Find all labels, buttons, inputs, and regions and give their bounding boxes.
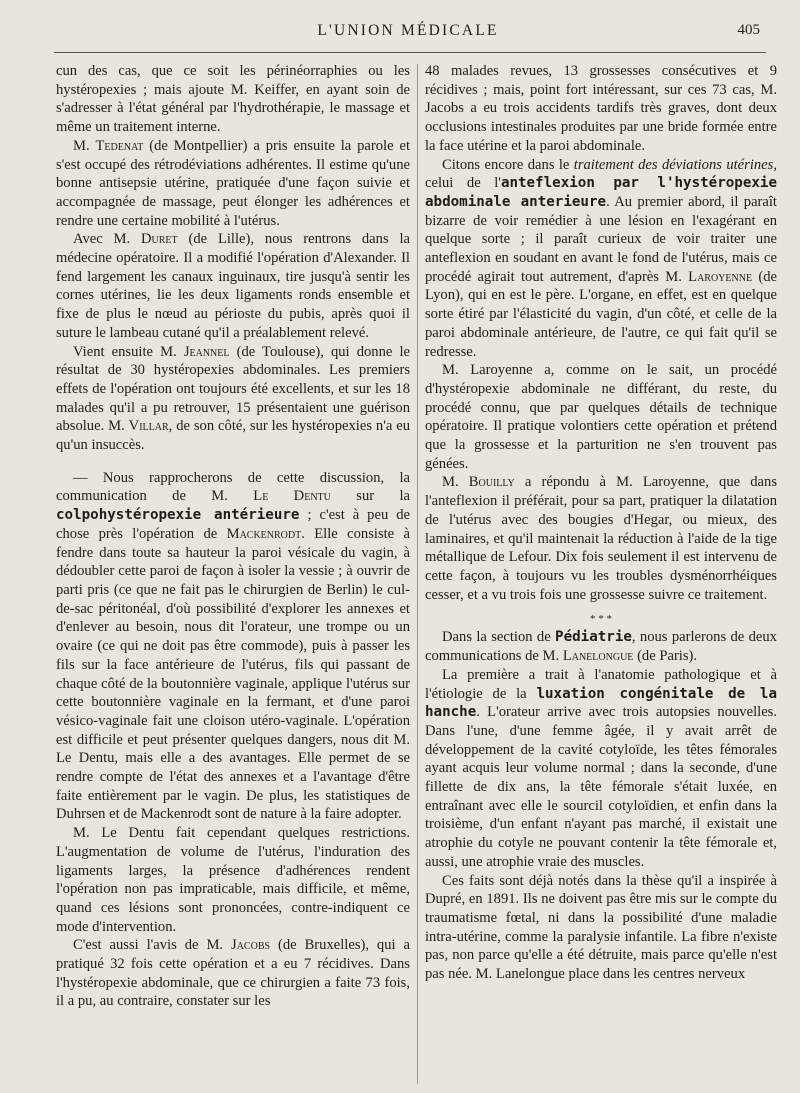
author-name: Duret: [141, 231, 178, 248]
paragraph: M. Tedenat (de Montpellier) a pris ensuite la parole et s'est occupé des rétrodéviations adhérentes. Il estime qu'une bonne antisepsie utérine, pratiquée d'une façon suivie et accompagnée de massage, peut élonger les adhérences et rendre une certaine mobilité à l'utérus.: [56, 137, 410, 229]
author-name: Villar: [128, 418, 169, 435]
paragraph: Avec M. Duret (de Lille), nous rentrons dans la médecine opératoire. Il a modifié l'opération d'Alexander. Il fend largement les canaux inguinaux, tire jusqu'à sentir les cornes utérines, lie les deux ligaments ronds ensemble et fixe de plus le nœud au périoste du pubis, après quoi il suture le lambeau cutané qu'il a préalablement relevé.: [56, 231, 410, 341]
italic-term: traitement des déviations utérines: [573, 156, 774, 173]
paragraph: Citons encore dans le traitement des déviations utérines, celui de l'anteflexion par l'hystéropexie abdominale anterieure. Au premier abord, il paraît bizarre de voir remédier à une lésion en l'exagérant en quelque sorte ; il paraît curieux de voir traiter une anteflexion en soudant en avant le fond de l'utérus, mais ce procédé agirait tout autrement, d'après M. Laroyenne (de Lyon), qui en est le père. L'organe, en effet, est en quelque sorte étiré par l'élasticité du vagin, d'un côté, et celle de la paroi abdominale antérieure, de l'autre, ce qui fait qu'il se redresse.: [425, 156, 777, 360]
paragraph: cun des cas, que ce soit les périnéorraphies ou les hystéropexies ; mais ajoute M. Keiffer, en ayant soin de s'adresser à l'état général par l'hydrothérapie, le massage et même un traitement interne.: [56, 63, 410, 136]
paragraph: M. Laroyenne a, comme on le sait, un procédé d'hystéropexie abdominale ne différant, du reste, du procédé connu, que par quelques détails de technique opératoire. Il pratique volontiers cette opération et prétend que la grossesse et la parturition ne s'en trouvent pas génées.: [425, 362, 777, 472]
bold-term: colpohystéropexie antérieure: [56, 507, 300, 524]
section-separator: * * *: [590, 613, 612, 626]
paragraph: C'est aussi l'avis de M. Jacobs (de Bruxelles), qui a pratiqué 32 fois cette opération et a eu 7 récidives. Dans l'hystéropexie abdominale, que ce chirurgien a faite 73 fois, il a pu, au contraire, constater sur les: [56, 937, 410, 1010]
header-rule: [54, 52, 766, 53]
author-name: Mackenrodt: [226, 525, 302, 542]
author-name: Le Dentu: [253, 488, 331, 505]
author-name: Lanelongue: [562, 648, 634, 665]
right-column: [425, 62, 777, 984]
paragraph: — Nous rapprocherons de cette discussion, la communication de M. Le Dentu sur la colpohystéropexie antérieure ; c'est à peu de chose près l'opération de Mackenrodt. Elle consiste à fendre dans toute sa hauteur la paroi vésicale du vagin, à dédoubler cette paroi de façon à isoler la vessie ; à ouvrir de parti pris (ce que ne fait pas le chirurgien de Berlin) le cul-de-sac péritonéal, d'où possibilité d'explorer les annexes et d'enlever au besoin, nous dit l'orateur, une trompe ou un ovaire (ce qui ne doit pas être commode), puis à passer les fils sur la face antérieure de l'utérus, fils qui passant de chaque côté de la boutonnière vaginale, applique l'utérus sur cette boutonnière vaginale en la fermant, et d'une paroi vésico-vaginale fait une cloison utéro-vaginale. L'opération est difficile et peut présenter quelques dangers, nous dit M. Le Dentu, mais elle a des avantages. Elle permet de se rendre compte de l'état des annexes et a l'avantage d'être faite entièrement par le vagin. De plus, les statistiques de Duhrsen et de Mackenrodt sont de nature à la faire adopter.: [56, 469, 410, 823]
bold-term: Pédiatrie: [555, 629, 632, 646]
running-header: [56, 22, 760, 44]
paragraph: 48 malades revues, 13 grossesses consécutives et 9 récidives ; mais, point fort intéressant, sur ces 73 cas, M. Jacobs a eu trois accidents tardifs très graves, dont deux occlusions intestinales produites par une bride formée entre la face utérine et la paroi abdominale.: [425, 63, 777, 154]
journal-title: L'UNION MÉDICALE: [317, 22, 499, 39]
bold-term: anteflexion par l'hystéropexie abdominale anterieure: [425, 175, 777, 210]
paragraph: Ces faits sont déjà notés dans la thèse qu'il a inspirée à Dupré, en 1891. Ils ne doivent pas être mis sur le compte du traumatisme fœtal, ni dans la possibilité d'une maladie intra-utérine, comme la paralysie infantile. La fibre n'existe pas, non parce qu'elle a été détruite, mais parce qu'elle n'est pas née. M. Lanelongue place dans les centres nerveux: [425, 872, 777, 983]
paragraph: M. Bouilly a répondu à M. Laroyenne, que dans l'anteflexion il préférait, pour sa part, pratiquer la dilatation de l'utérus avec des bougies d'Hegar, ou mieux, des laminaires, et qu'il maintenait la réduction à l'aide de la tige métallique de Lefour. Dix fois seulement il est intervenu de cette façon, à toujours vu les troubles dysménorrhéiques cesser, et a vu trois fois une grossesse suivre ce traitement.: [425, 474, 778, 603]
author-name: Jeannel: [183, 343, 230, 360]
bold-term: luxation congénitale de la hanche: [425, 685, 777, 721]
paragraph: Vient ensuite M. Jeannel (de Toulouse), qui donne le résultat de 30 hystéropexies abdominales. Les premiers effets de l'opération ont toujours été excellents, et sur les 18 malades qu'il a pu retrouver, 15 présentaient une guérison absolue. M. Villar, de son côté, sur les hystéropexies n'a eu qu'un insuccès.: [56, 343, 410, 454]
left-column: [56, 62, 410, 1011]
author-name: Laroyenne: [688, 268, 753, 285]
paragraph: M. Le Dentu fait cependant quelques restrictions. L'augmentation de volume de l'utérus, l'induration des ligaments larges, la présence d'adhérences rendent l'opération non pas impraticable, mais difficile, et même, quand ces lésions sont prononcées, contre-indiquent ce mode d'intervention.: [56, 825, 410, 935]
paragraph: Dans la section de Pédiatrie, nous parlerons de deux communications de M. Lanelongue (de Paris).: [425, 629, 777, 665]
author-name: Bouilly: [468, 474, 515, 491]
paragraph: La première a trait à l'anatomie pathologique et à l'étiologie de la luxation congénitale de la hanche. L'orateur arrive avec trois autopsies nouvelles. Dans l'une, d'une femme âgée, il y avait arrêt de développement de la cavité cotyloïde, les têtes fémorales ayant acquis leur volume normal ; dans la seconde, d'une fillette de dix ans, la tête fémorale s'était luxée, en entraînant avec elle le sourcil cotyloïdien, et enfin dans la troisième, d'un enfant n'ayant pas marché, il existait une atrophie du cotyle ne pouvant contenir la tête fémorale et, aussi, une atrophie vraie des muscles.: [425, 666, 777, 870]
author-name: Jacobs: [231, 937, 271, 954]
page-number: 405: [737, 22, 760, 38]
column-divider: [417, 64, 418, 1084]
author-name: Tedenat: [95, 137, 144, 154]
